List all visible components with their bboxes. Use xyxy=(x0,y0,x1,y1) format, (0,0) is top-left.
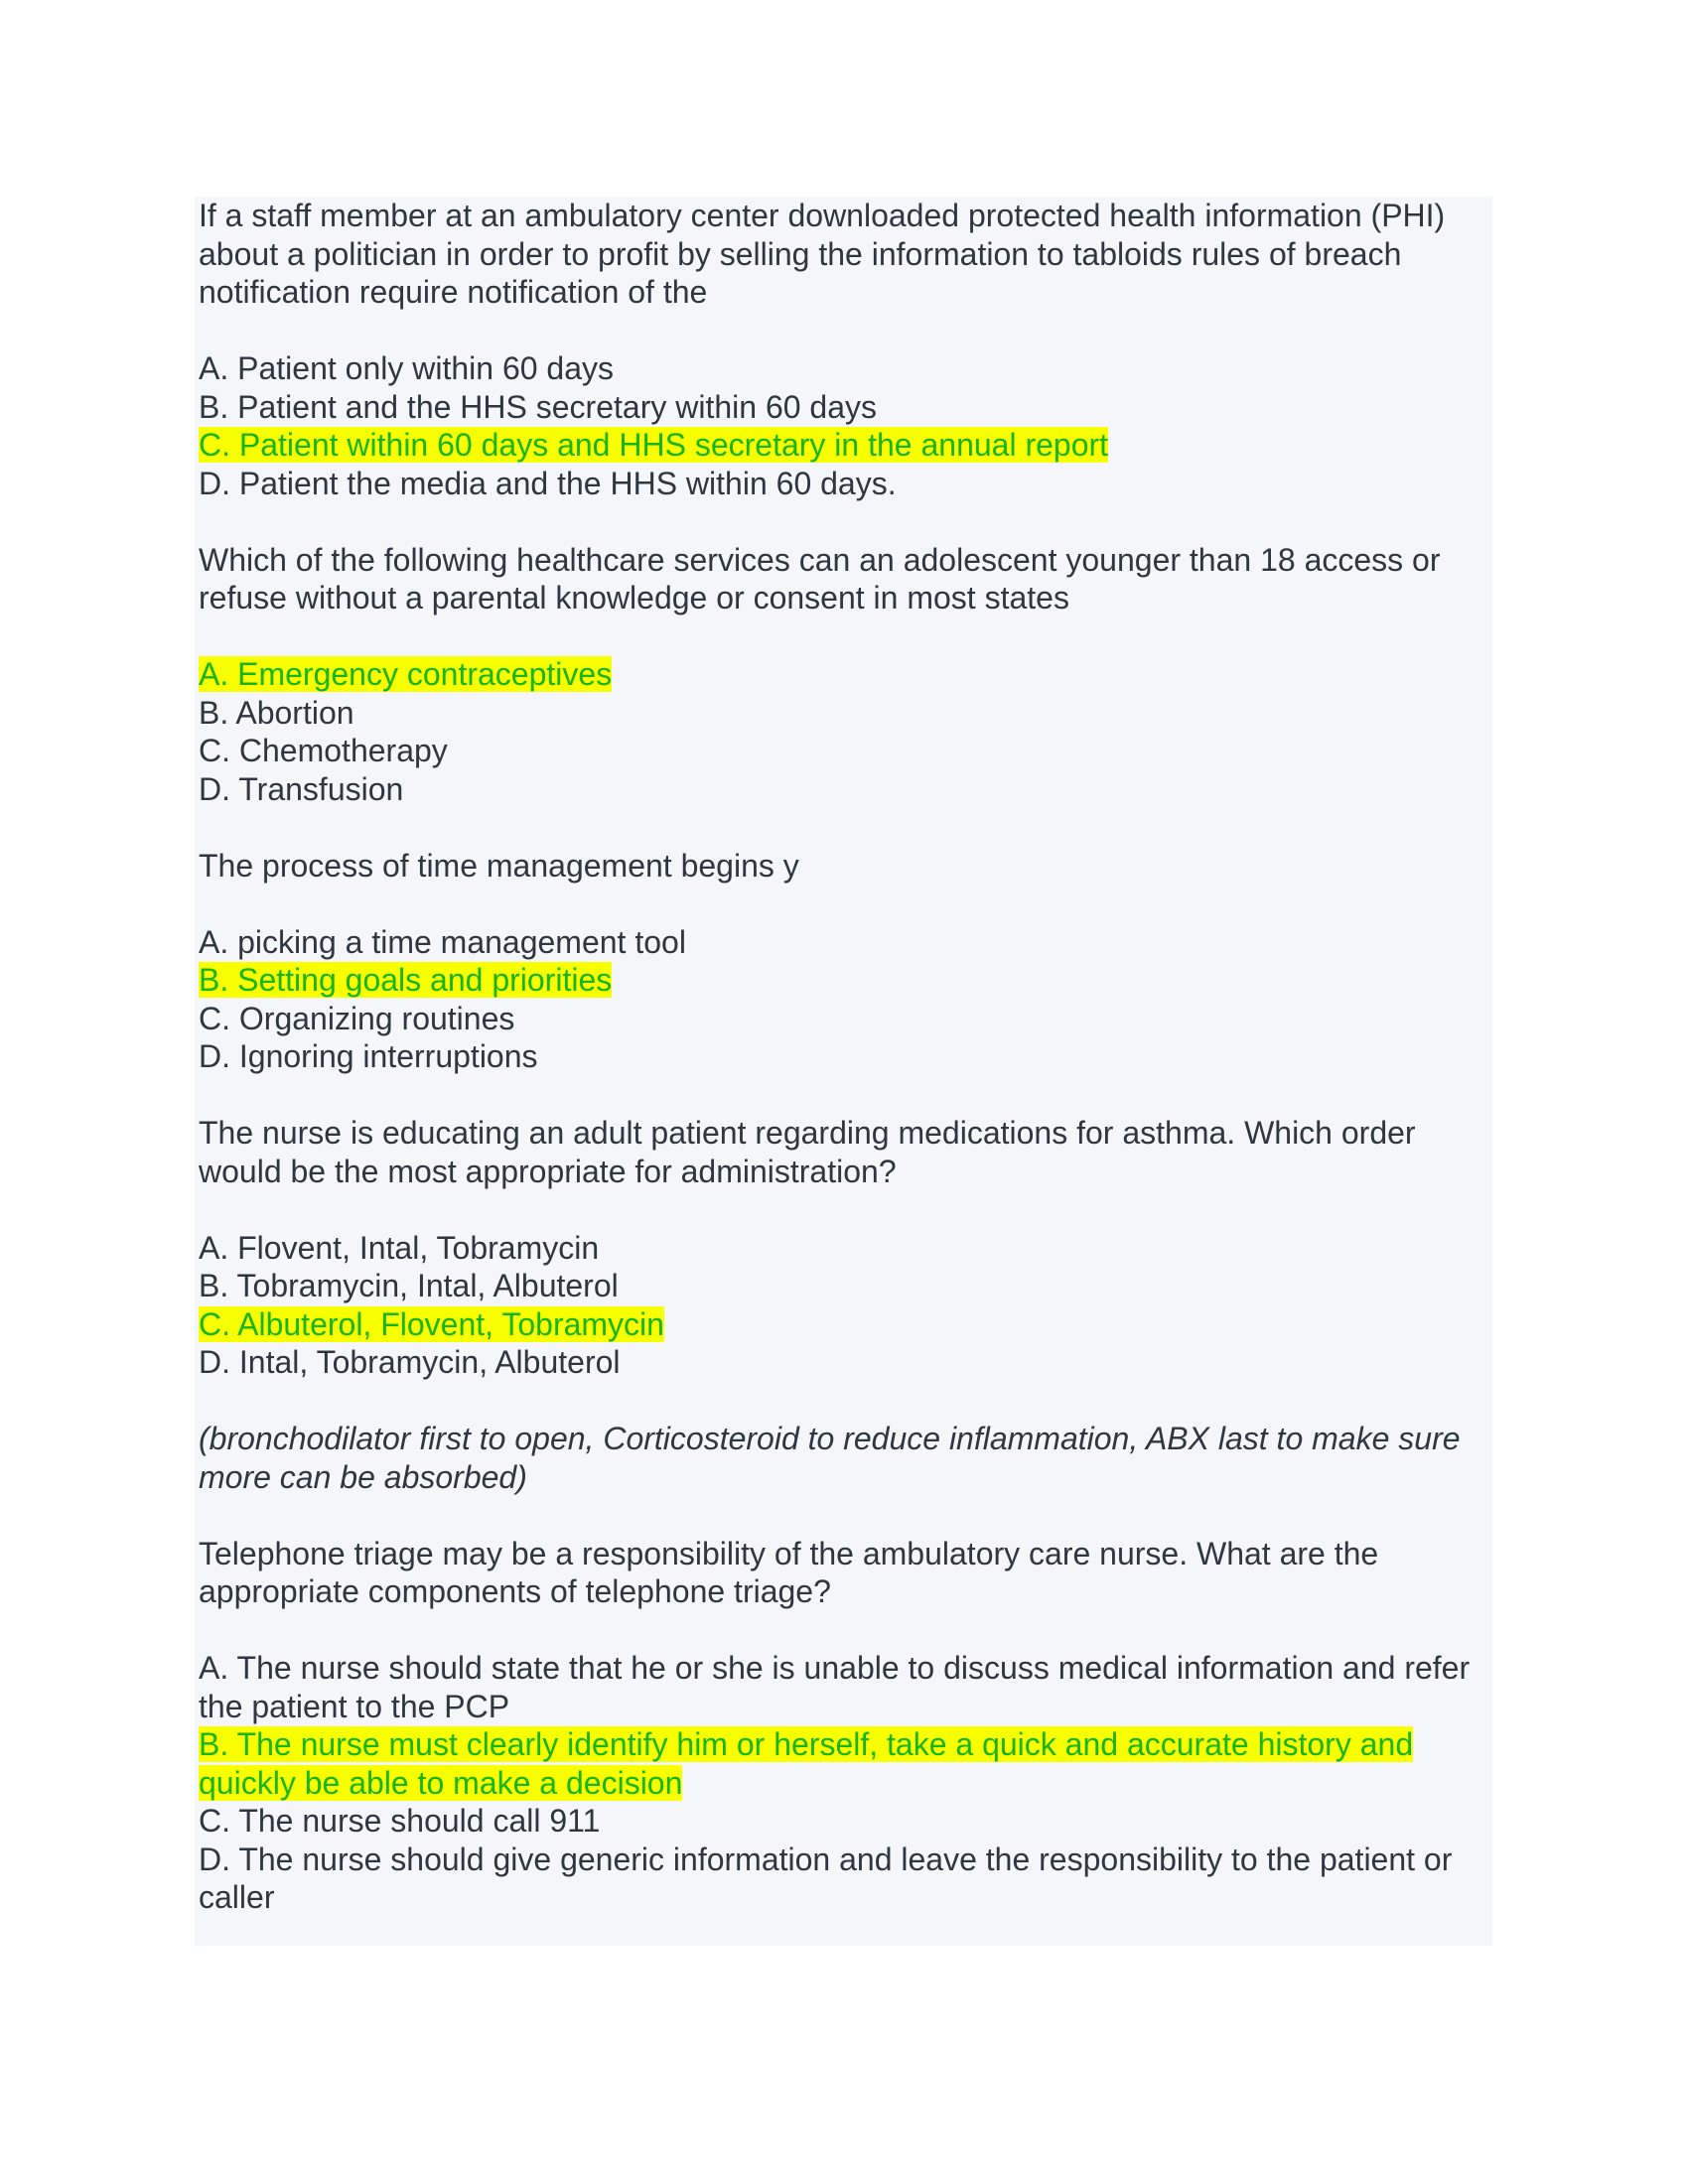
question-block xyxy=(199,1114,1489,1496)
answer-option: B. Patient and the HHS secretary within 60 days xyxy=(199,388,878,425)
answer-option: A. The nurse should state that he or she is unable to discuss medical information and refer the patient to the PCP xyxy=(199,1650,1471,1724)
answer-option: C. The nurse should call 911 xyxy=(199,1803,601,1839)
rationale-note: (bronchodilator first to open, Corticosteroid to reduce inflammation, ABX last to make sure more can be absorbed) xyxy=(199,1421,1461,1495)
question-block xyxy=(199,847,1489,1076)
correct-answer-highlight: B. Setting goals and priorities xyxy=(199,962,613,998)
answer-option-correct xyxy=(199,426,1489,465)
answer-option: B. Tobramycin, Intal, Albuterol xyxy=(199,1268,619,1303)
answer-option: C. Chemotherapy xyxy=(199,733,448,768)
answer-options xyxy=(199,655,1489,808)
answer-option-correct xyxy=(199,1305,1489,1344)
question-block xyxy=(199,541,1489,809)
answer-option: D. Intal, Tobramycin, Albuterol xyxy=(199,1344,621,1380)
question-text: Which of the following healthcare services can an adolescent younger than 18 access or refuse without a parental knowledge or consent in most states xyxy=(199,541,1441,615)
answer-option: D. Patient the media and the HHS within 60 days. xyxy=(199,465,897,501)
answer-options xyxy=(199,1649,1489,1917)
answer-option: A. Flovent, Intal, Tobramycin xyxy=(199,1229,600,1266)
answer-option-correct xyxy=(199,1725,1489,1802)
question-text: The nurse is educating an adult patient regarding medications for asthma. Which order would be the most appropriate for administration? xyxy=(199,1115,1416,1189)
question-text: The process of time management begins y xyxy=(199,847,799,884)
answer-option-correct xyxy=(199,655,1489,694)
correct-answer-highlight: A. Emergency contraceptives xyxy=(199,656,613,692)
correct-answer-highlight: C. Albuterol, Flovent, Tobramycin xyxy=(199,1305,664,1342)
answer-option-correct xyxy=(199,961,1489,1000)
answer-option: B. Abortion xyxy=(199,694,354,731)
answer-option: D. Transfusion xyxy=(199,770,404,807)
question-block xyxy=(199,197,1489,502)
answer-options xyxy=(199,349,1489,502)
answer-option: D. The nurse should give generic information and leave the responsibility to the patient or caller xyxy=(199,1841,1453,1915)
question-text: If a staff member at an ambulatory center downloaded protected health information (PHI) about a politician in order to profit by selling the information to tabloids rules of breach notification require notification of the xyxy=(199,198,1446,310)
answer-options xyxy=(199,923,1489,1076)
answer-option: C. Organizing routines xyxy=(199,1000,515,1036)
question-block xyxy=(199,1535,1489,1917)
answer-option: D. Ignoring interruptions xyxy=(199,1038,538,1074)
answer-option: A. picking a time management tool xyxy=(199,923,686,960)
correct-answer-highlight: C. Patient within 60 days and HHS secretary in the annual report xyxy=(199,427,1109,463)
answer-options xyxy=(199,1229,1489,1382)
answer-option: A. Patient only within 60 days xyxy=(199,350,615,386)
document-content xyxy=(199,197,1489,1955)
correct-answer-highlight: B. The nurse must clearly identify him or herself, take a quick and accurate history and quickly be able to make a decision xyxy=(199,1726,1414,1801)
question-text: Telephone triage may be a responsibility of the ambulatory care nurse. What are the appropriate components of telephone triage? xyxy=(199,1535,1379,1609)
